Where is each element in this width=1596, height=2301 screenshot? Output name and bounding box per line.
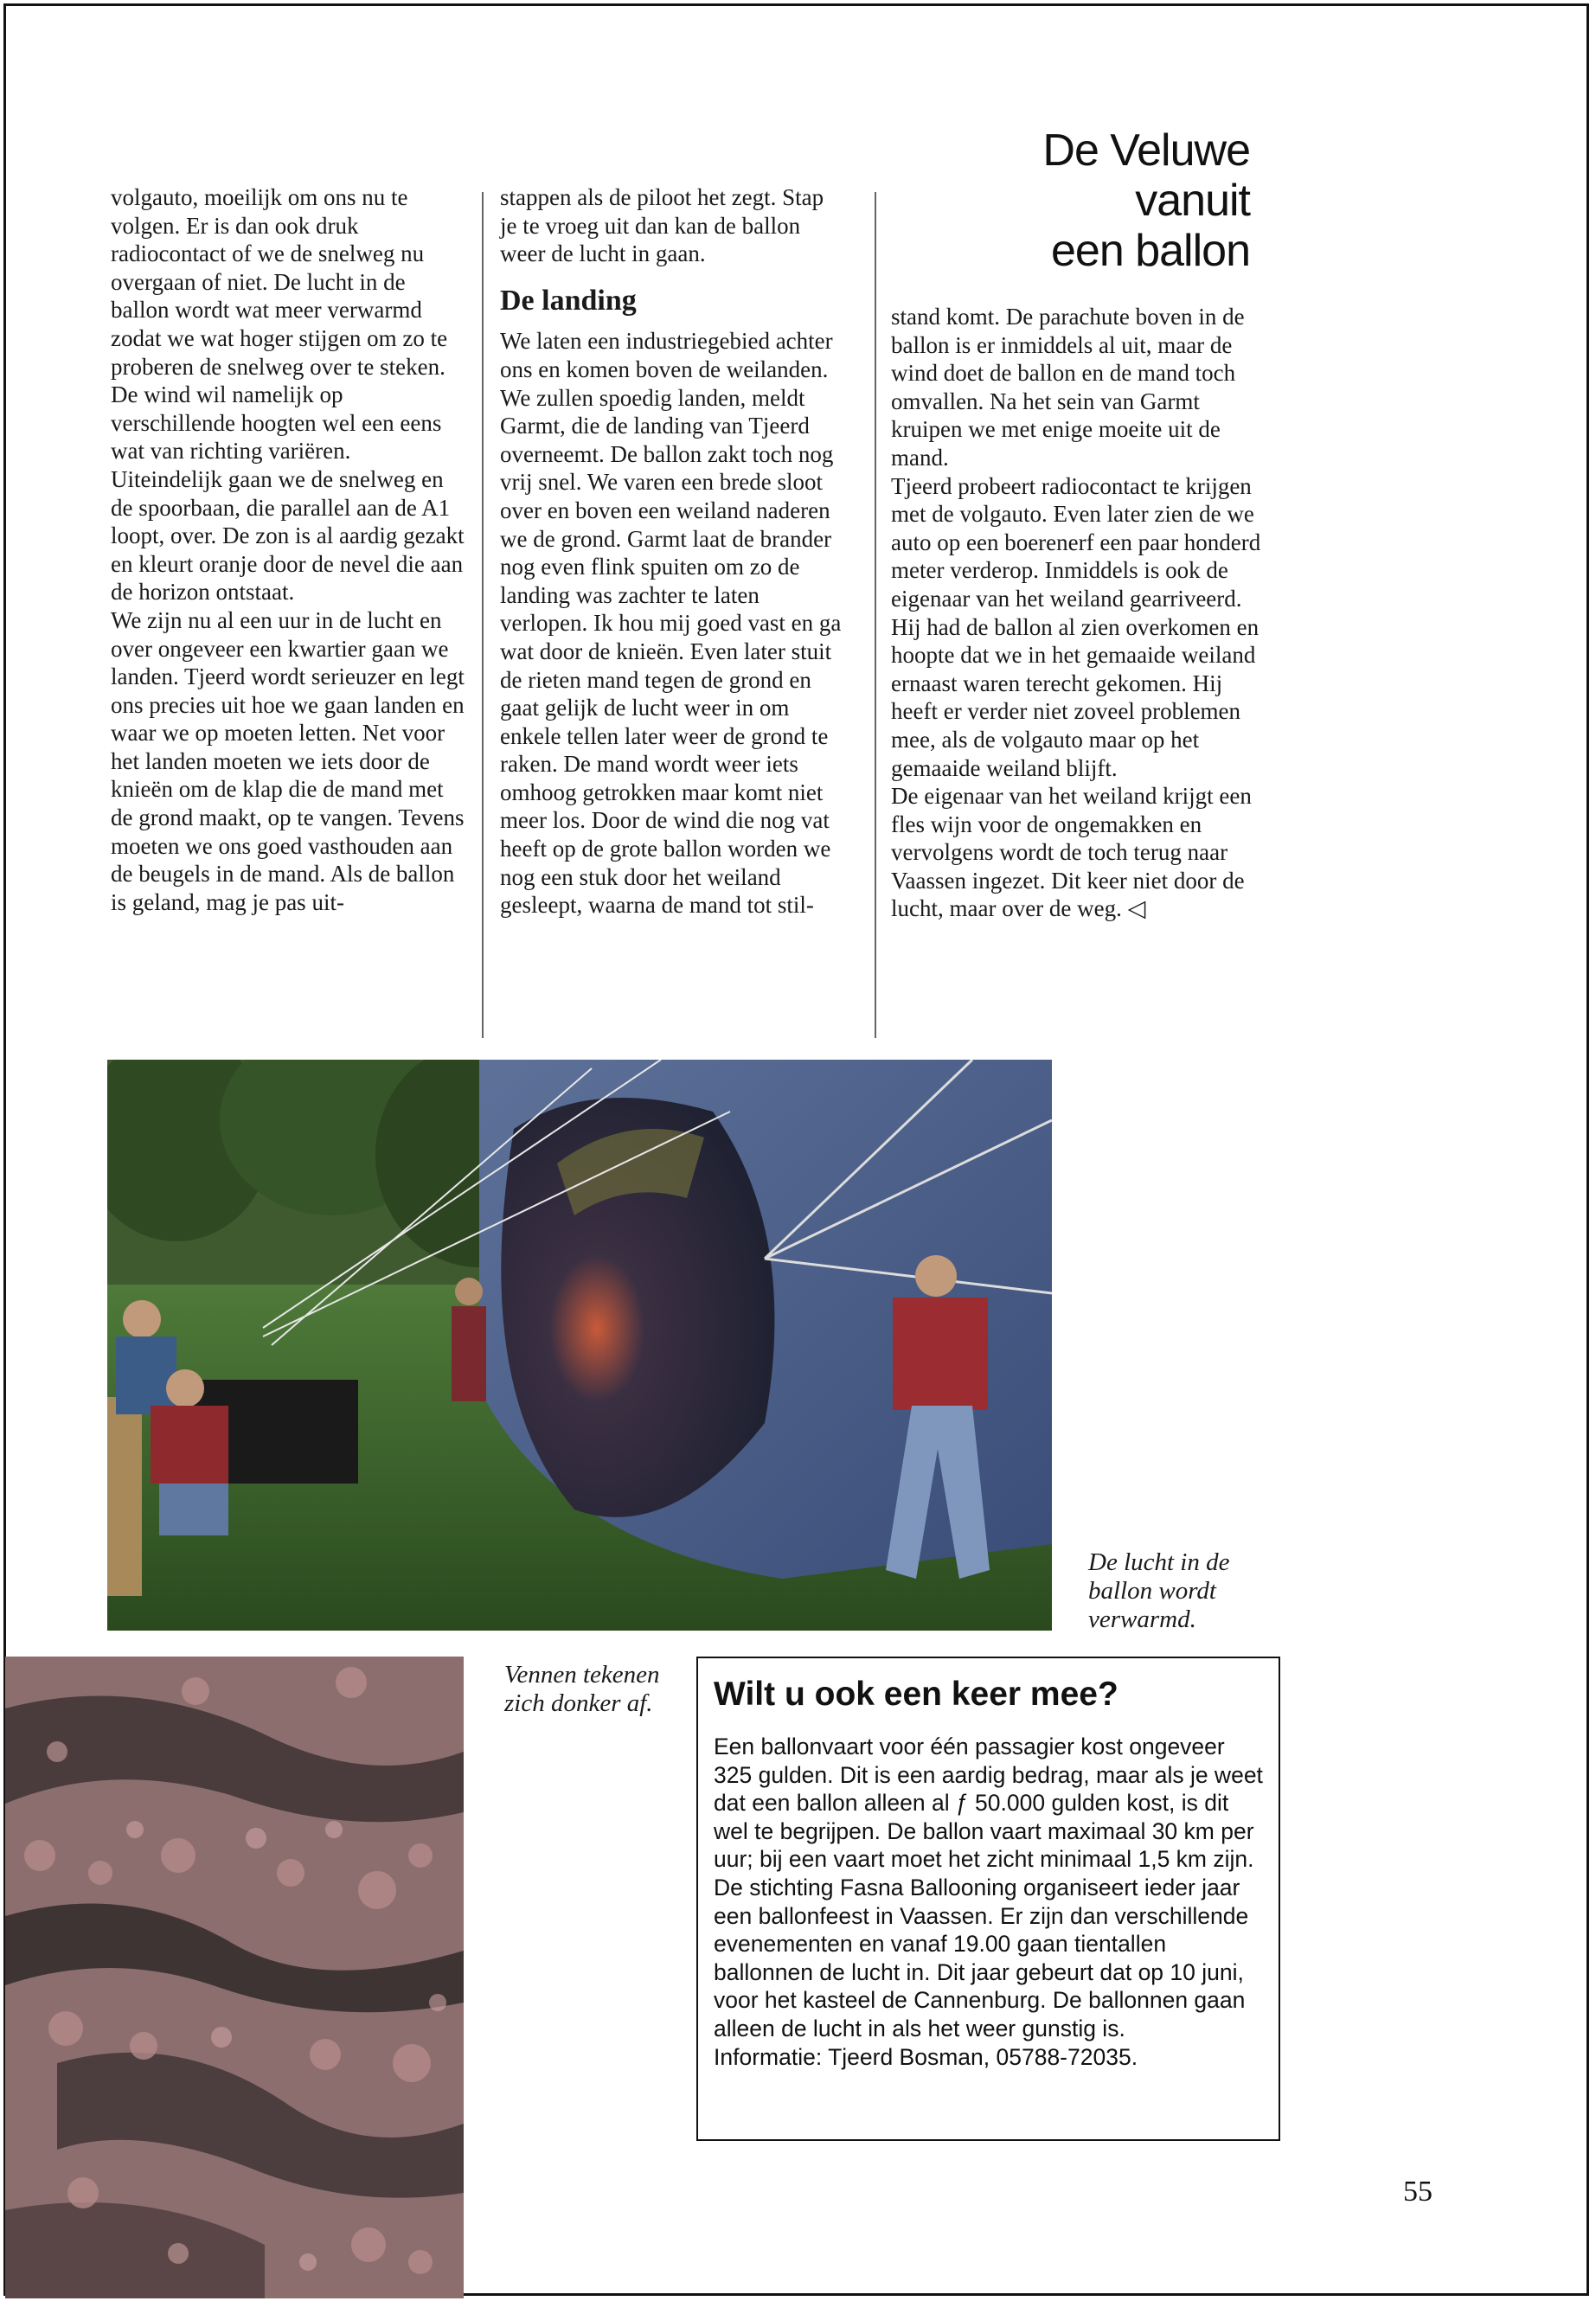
fen-photo-illustration — [5, 1657, 464, 2298]
page-number: 55 — [1403, 2176, 1433, 2208]
paragraph: Tjeerd probeert radiocontact te krijgen met de volgauto. Even later zien de we auto op een boerenerf een paar honderd meter verderop. Inmiddels is ook de eigenaar van het weiland gearriveerd. Hij had de ballon al zien overkomen en hoopte dat we in het gemaaide weiland ernaast waren terecht gekomen. Hij heeft er verder niet zoveel problemen mee, als de volgauto maar op het gemaaide weiland blijft. — [891, 472, 1261, 781]
info-box — [696, 1657, 1280, 2141]
column-rule — [875, 192, 876, 1038]
paragraph: De eigenaar van het weiland krijgt een fles wijn voor de ongemakken en vervolgens wordt de toch terug naar Vaassen ingezet. Dit keer niet door de lucht, maar over de weg. ◁ — [891, 783, 1252, 922]
info-box-contact: Informatie: Tjeerd Bosman, 05788-72035. — [714, 2043, 1138, 2070]
caption-fen: Vennen tekenen zich donker af. — [504, 1661, 660, 1717]
info-box-heading: Wilt u ook een keer mee? — [714, 1676, 1118, 1713]
balloon-landing-photo — [107, 1060, 1052, 1631]
paragraph: We laten een industriegebied achter ons en komen boven de weilanden. We zullen spoedig landen, meldt Garmt, die de landing van Tjeerd overneemt. De ballon zakt toch nog vrij snel. We varen een brede sloot over en boven een weiland naderen we de grond. Garmt laat de brander nog even flink spuiten om zo de landing was zachter te laten verlopen. Ik hou mij goed vast en ga wat door de knieën. Even later stuit de rieten mand tegen de grond en gaat gelijk de lucht weer in om enkele tellen later weer de grond te raken. De mand wordt weer iets omhoog getrokken maar komt niet meer los. Door de wind die nog vat heeft op de grote ballon worden we nog een stuk door het weiland gesleept, waarna de mand tot stil- — [500, 328, 842, 919]
balloon-photo-illustration — [107, 1060, 1052, 1631]
paragraph: stappen als de piloot het zegt. Stap je te vroeg uit dan kan de ballon weer de lucht in gaan. — [500, 184, 824, 267]
subheading: De landing — [500, 284, 637, 317]
column-3 — [891, 303, 1263, 923]
column-1 — [111, 183, 465, 916]
caption-balloon: De lucht in de ballon wordt verwarmd. — [1088, 1548, 1230, 1633]
title-line-3: een ballon — [1051, 226, 1250, 276]
paragraph: We zijn nu al een uur in de lucht en over ongeveer een kwartier gaan we landen. Tjeerd wordt serieuzer en legt ons precies uit hoe we gaan landen en waar we op moeten letten. Net voor het landen moeten we iets door de knieën om de klap die de mand met de grond maakt, op te vangen. Tevens moeten we ons goed vasthouden aan de beugels in de mand. Als de ballon is geland, mag je pas uit- — [111, 606, 465, 915]
fen-aerial-photo — [5, 1657, 464, 2298]
article-title — [1042, 125, 1250, 276]
column-2 — [500, 183, 842, 920]
info-box-body: Een ballonvaart voor één passagier kost ongeveer 325 gulden. Dit is een aardig bedrag, maar als je weet dat een ballon alleen al ƒ 50.000 gulden kost, is dit wel te begrijpen. De ballon vaart maximaal 30 km per uur; bij een vaart moet het zicht minimaal 1,5 km zijn. De stichting Fasna Ballooning organiseert ieder jaar een ballonfeest in Vaassen. Er zijn dan verschillende evenementen en vanaf 19.00 gaan tientallen ballonnen de lucht in. Dit jaar gebeurt dat op 10 juni, voor het kasteel de Cannenburg. De ballonnen gaan alleen de lucht in als het weer gunstig is. — [714, 1734, 1263, 2041]
title-line-1: De Veluwe — [1042, 125, 1250, 176]
paragraph: volgauto, moeilijk om ons nu te volgen. Er is dan ook druk radiocontact of we de snelweg nu overgaan of niet. De lucht in de ballon wordt wat meer verwarmd zodat we wat hoger stijgen om zo te proberen de snelweg over te steken. De wind wil namelijk op verschillende hoogten wel een eens wat van richting variëren. Uiteindelijk gaan we de snelweg en de spoorbaan, die parallel aan de A1 loopt, over. De zon is al aardig gezakt en kleurt oranje door de nevel die aan de horizon ontstaat. — [111, 184, 465, 606]
column-rule — [482, 192, 484, 1038]
paragraph: stand komt. De parachute boven in de ballon is er inmiddels al uit, maar de wind doet de ballon en de mand toch omvallen. Na het sein van Garmt kruipen we met enige moeite uit de mand. — [891, 304, 1245, 471]
title-line-2: vanuit — [1135, 176, 1250, 226]
